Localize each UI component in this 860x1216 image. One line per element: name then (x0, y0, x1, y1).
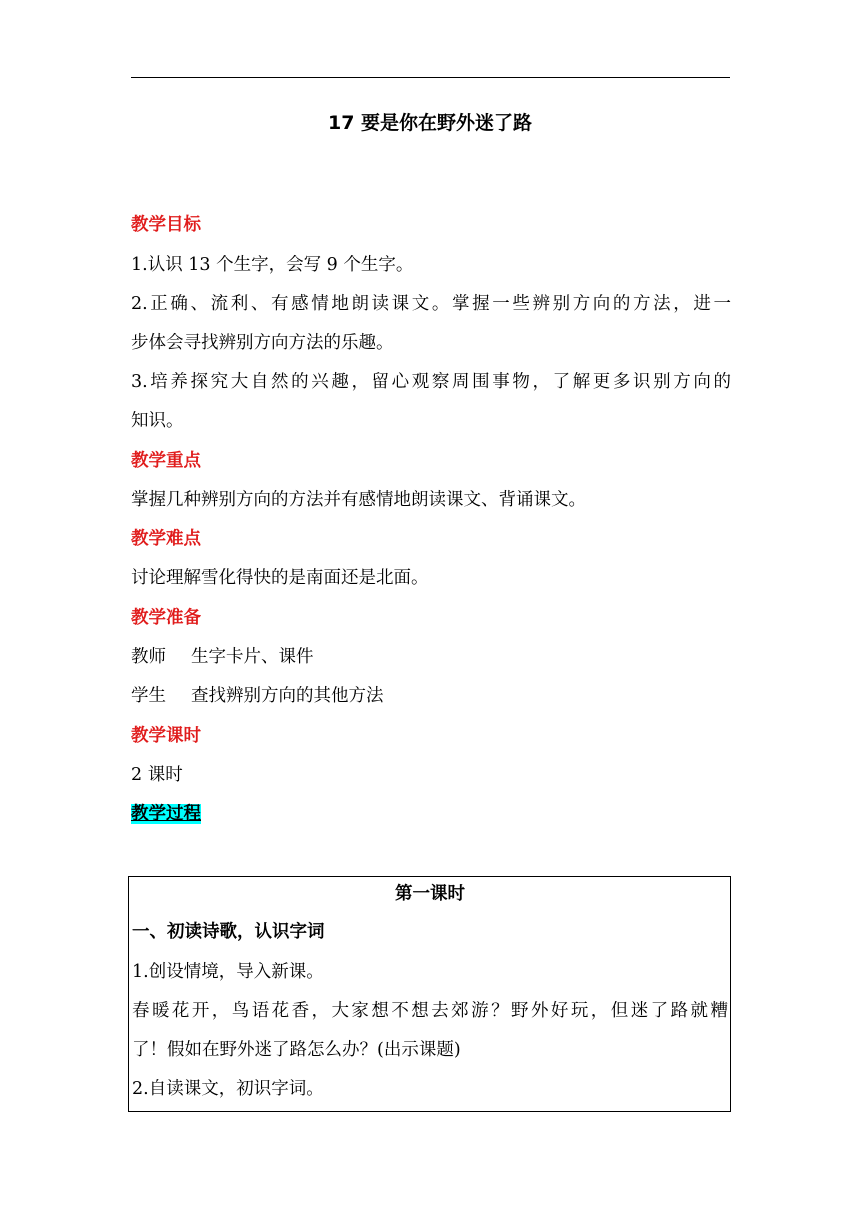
table-paragraph: 春暖花开，鸟语花香，大家想不想去郊游？野外好玩，但迷了路就糟 (132, 1001, 728, 1021)
periods-heading: 教学课时 (131, 726, 201, 746)
teacher-label: 教师 (131, 647, 166, 667)
periods-text: 2 课时 (131, 765, 183, 785)
table-paragraph: 了！假如在野外迷了路怎么办？(出示课题) (132, 1040, 461, 1060)
preparation-heading: 教学准备 (131, 608, 201, 628)
process-heading-highlight: 教学过程 (131, 804, 201, 824)
lesson-title: 17 要是你在野外迷了路 (327, 112, 533, 134)
objectives-heading: 教学目标 (131, 215, 201, 235)
objective-item: 1.认识 13 个生字，会写 9 个生字。 (131, 255, 414, 275)
table-step: 2.自读课文，初识字词。 (132, 1079, 324, 1099)
preparation-teacher (131, 644, 731, 670)
objective-item: 步体会寻找辨别方向方法的乐趣。 (131, 333, 394, 353)
student-label: 学生 (131, 686, 166, 706)
table-step: 1.创设情境，导入新课。 (132, 962, 324, 982)
table-section-title: 一、初读诗歌，认识字词 (132, 922, 325, 942)
student-text: 查找辨别方向的其他方法 (191, 686, 384, 706)
key-points-text: 掌握几种辨别方向的方法并有感情地朗读课文、背诵课文。 (131, 490, 586, 510)
objective-item: 知识。 (131, 411, 184, 431)
difficulties-text: 讨论理解雪化得快的是南面还是北面。 (131, 568, 429, 588)
header-rule (131, 77, 730, 78)
key-points-heading: 教学重点 (131, 451, 201, 471)
objective-item: 3.培养探究大自然的兴趣，留心观察周围事物，了解更多识别方向的 (131, 372, 731, 392)
lesson-table (128, 876, 731, 1112)
table-header: 第一课时 (395, 884, 465, 904)
difficulties-heading: 教学难点 (131, 529, 201, 549)
preparation-student (131, 683, 731, 709)
process-heading (131, 801, 201, 827)
teacher-text: 生字卡片、课件 (191, 647, 314, 667)
objective-item: 2.正确、流利、有感情地朗读课文。掌握一些辨别方向的方法，进一 (131, 294, 731, 314)
